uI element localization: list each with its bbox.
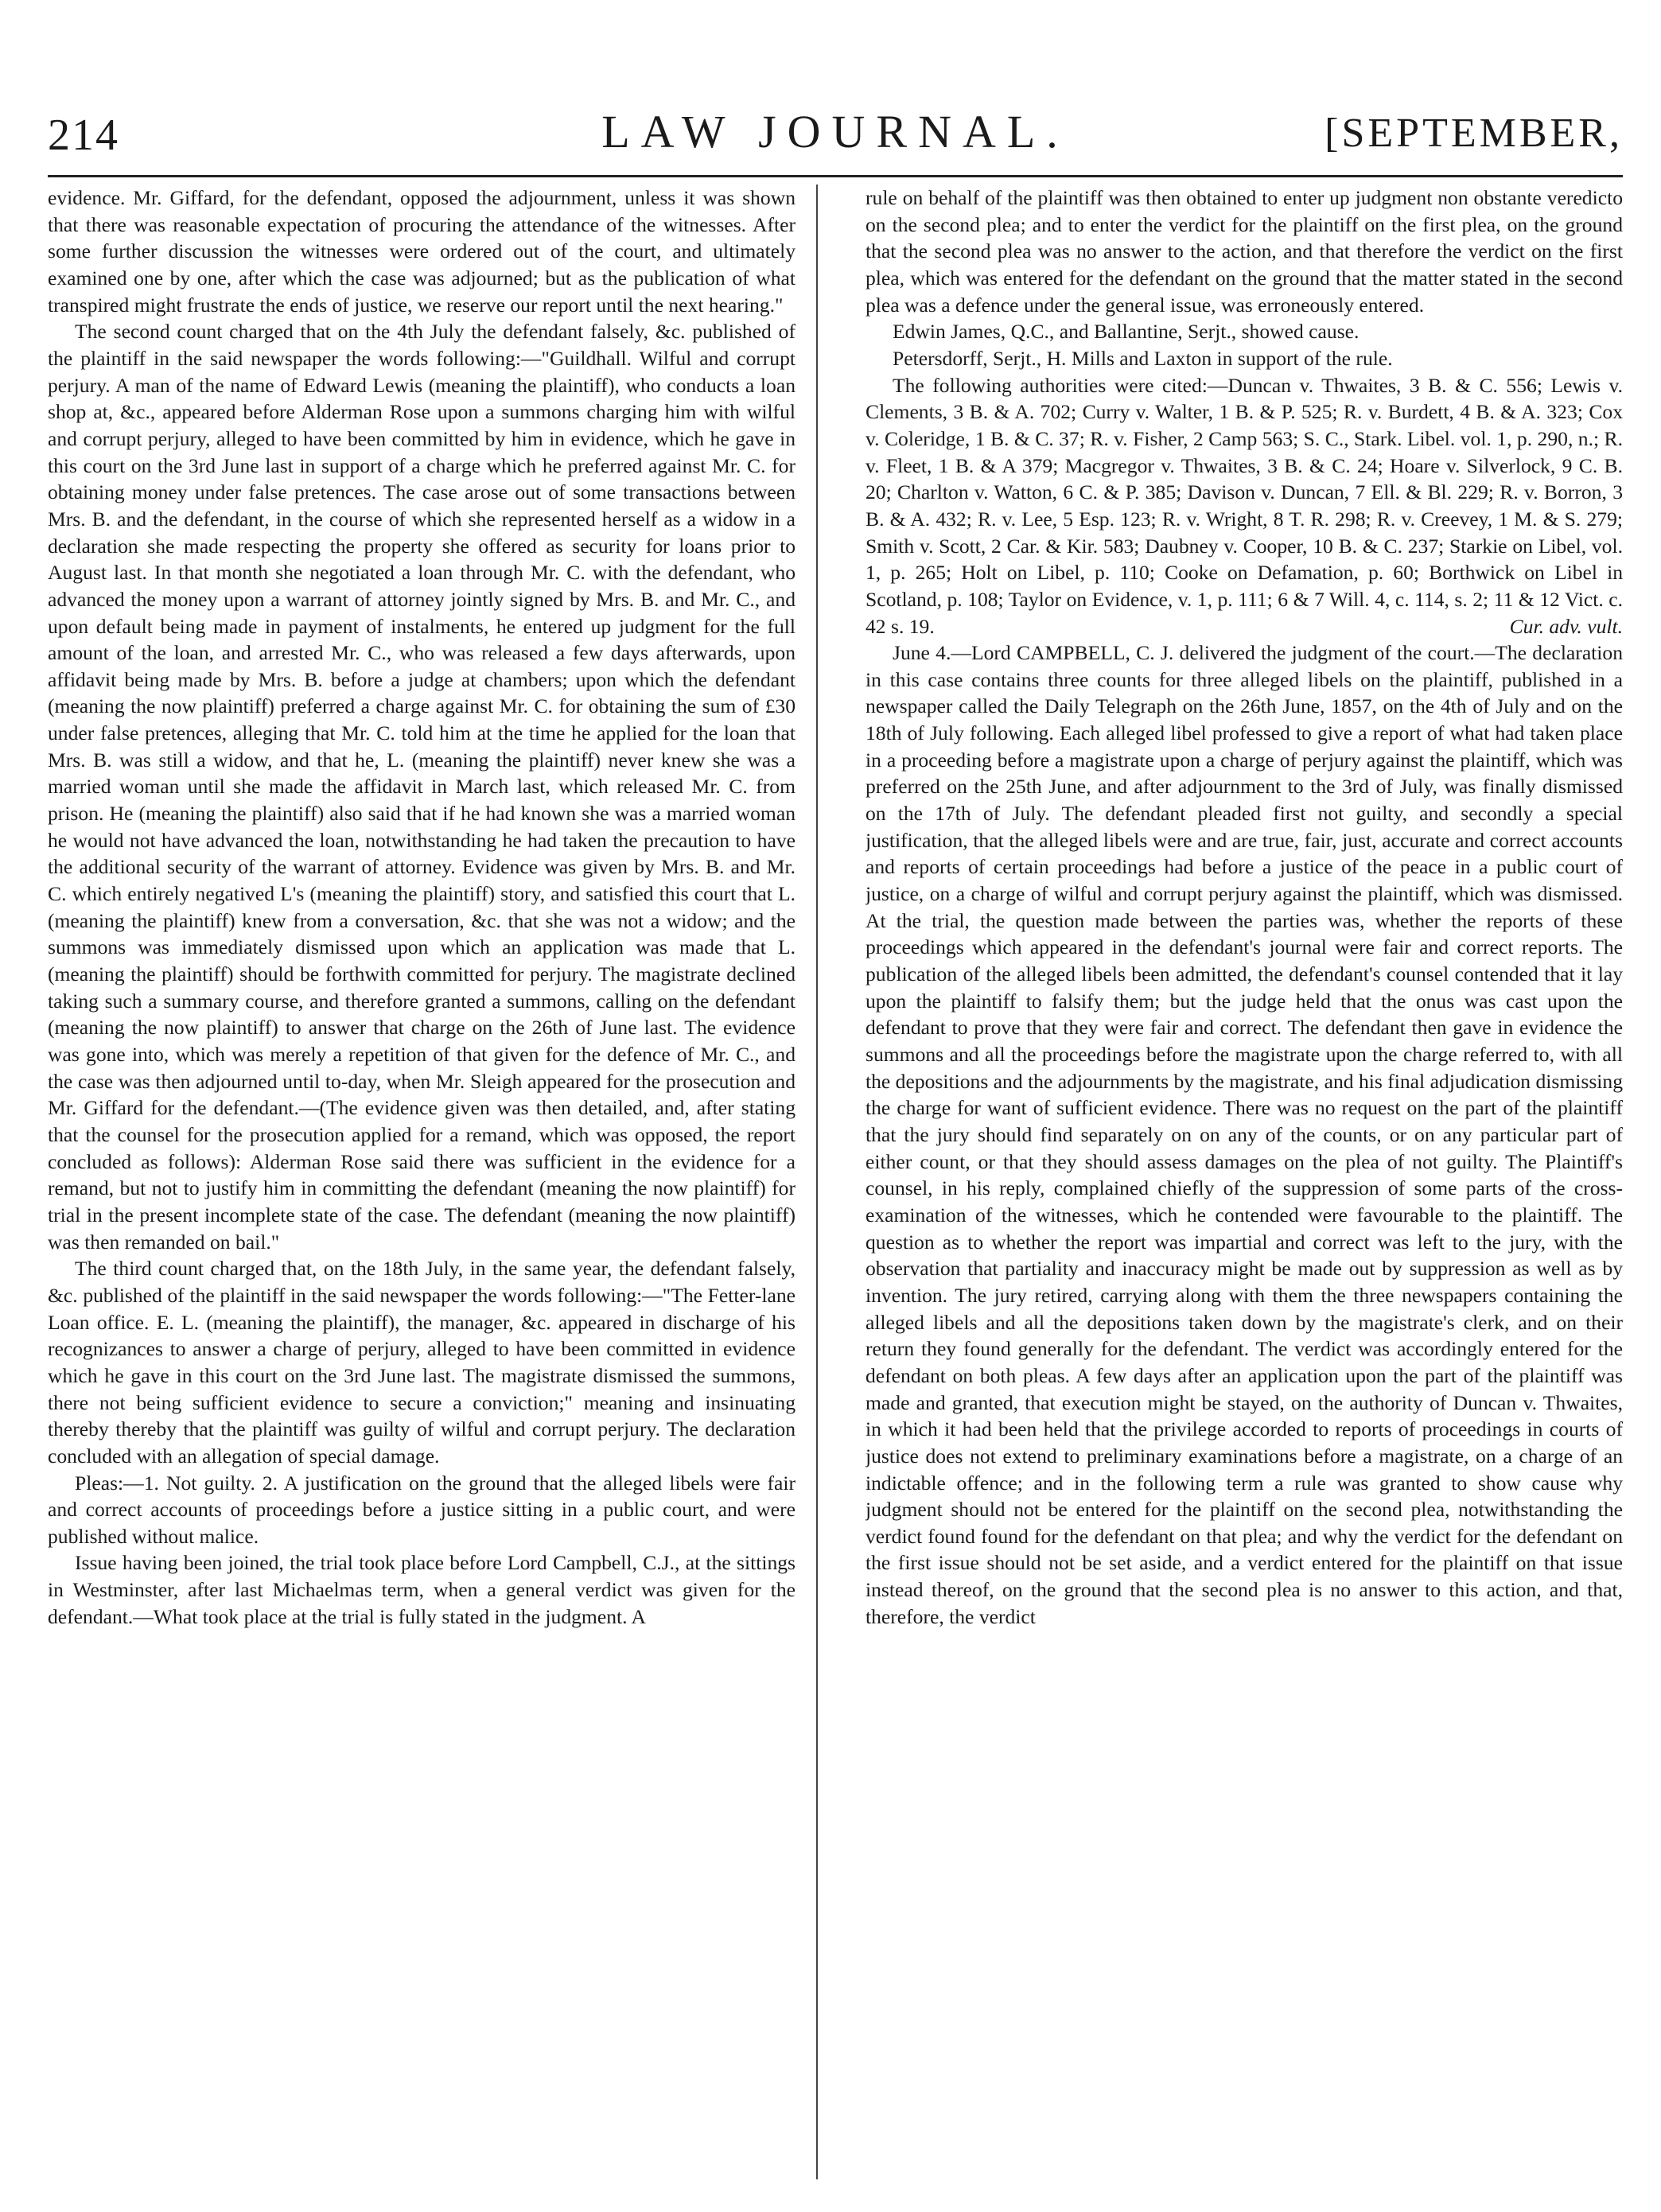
journal-title: LAW JOURNAL. xyxy=(601,106,1069,157)
paragraph: rule on behalf of the plaintiff was then obtained to enter up judgment non obstante veredicto on the second plea; and to enter the verdict for the plaintiff on the first plea, on the ground that the second plea was no answer to the action, and that therefore the verdict on the first plea, which was entered for the defendant on the ground that the matter stated in the second plea was a defence under the general issue, was erroneously entered. xyxy=(866,186,1623,317)
page-header xyxy=(48,102,1623,173)
paragraph: Issue having been joined, the trial took place before Lord Campbell, C.J., at the sittings in Westminster, after last Michaelmas term, when a general verdict was given for the defendant.—What took place at the trial is fully stated in the judgment. A xyxy=(48,1551,795,1628)
paragraph: The second count charged that on the 4th July the defendant falsely, &c. published of the plaintiff in the said newspaper the words following:—"Guildhall. Wilful and corrupt perjury. A man of the name of Edward Lewis (meaning the plaintiff), who conducts a loan shop at, &c., appeared before Alderman Rose upon a summons charging him with wilful and corrupt perjury, alleged to have been committed by him in evidence, which he gave in this court on the 3rd June last in support of a charge which he preferred against Mr. C. for obtaining money under false pretences. The case arose out of some transactions between Mrs. B. and the defendant, in the course of which she represented herself as a widow in a declaration she made respecting the property she offered as security for loans prior to August last. In that month she negotiated a loan through Mr. C. with the defendant, who advanced the money upon a warrant of attorney jointly signed by Mrs. B. and Mr. C., and upon default being made in payment of instalments, he entered up judgment for the full amount of the loan, and arrested Mr. C., who was released a few days afterwards, upon affidavit being made by Mrs. B. before a judge at chambers; upon which the defendant (meaning the now plaintiff) preferred a charge against Mr. C. for obtaining the sum of £30 under false pretences, alleging that Mr. C. told him at the time he applied for the loan that Mrs. B. was still a widow, and that he, L. (meaning the plaintiff) never knew she was a married woman until she made the affidavit in March last, which released Mr. C. from prison. He (meaning the plaintiff) also said that if he had known she was a married woman he would not have advanced the loan, notwithstanding he had taken the precaution to have the additional security of the warrant of attorney. Evidence was given by Mrs. B. and Mr. C. which entirely negatived L's (meaning the plaintiff) story, and satisfied this court that L. (meaning the plaintiff) knew from a conversation, &c. that she was not a widow; and the summons was immediately dismissed upon which an application was made that L. (meaning the plaintiff) should be forthwith committed for perjury. The magistrate declined taking such a summary course, and therefore granted a summons, calling on the defendant (meaning the now plaintiff) to answer that charge on the 26th of June last. The evidence was gone into, which was merely a repetition of that given for the defence of Mr. C., and the case was then adjourned until to-day, when Mr. Sleigh appeared for the prosecution and Mr. Giffard for the defendant.—(The evidence given was then detailed, and, after stating that the counsel for the prosecution applied for a remand, which was opposed, the report concluded as follows): Alderman Rose said there was sufficient in the evidence for a remand, but not to justify him in committing the defendant (meaning the now plaintiff) for trial in the present incomplete state of the case. The defendant (meaning the now plaintiff) was then remanded on bail." xyxy=(48,320,795,1254)
authorities-paragraph: The following authorities were cited:—Duncan v. Thwaites, 3 B. & C. 556; Lewis v. Clements, 3 B. & A. 702; Curry v. Walter, 1 B. & P. 525; R. v. Burdett, 4 B. & A. 323; Cox v. Coleridge, 1 B. & C. 37; R. v. Fisher, 2 Camp 563; S. C., Stark. Libel. vol. 1, p. 290, n.; R. v. Fleet, 1 B. & A 379; Macgregor v. Thwaites, 3 B. & C. 24; Hoare v. Silverlock, 9 C. B. 20; Charlton v. Watton, 6 C. & P. 385; Davison v. Duncan, 7 Ell. & Bl. 229; R. v. Borron, 3 B. & A. 432; R. v. Lee, 5 Esp. 123; R. v. Wright, 8 T. R. 298; R. v. Creevey, 1 M. & S. 279; Smith v. Scott, 2 Car. & Kir. 583; Daubney v. Cooper, 10 B. & C. 237; Starkie on Libel, vol. 1, p. 265; Holt on Libel, p. 110; Cooke on Defamation, p. 60; Borthwick on Libel in Scotland, p. 108; Taylor on Evidence, v. 1, p. 111; 6 & 7 Will. 4, c. 114, s. 2; 11 & 12 Vict. c. 42 s. 19. xyxy=(866,373,1623,638)
paragraph: June 4.—Lord CAMPBELL, C. J. delivered the judgment of the court.—The declaration in this case contains three counts for three alleged libels on the plaintiff, published in a newspaper called the Daily Telegraph on the 26th June, 1857, on the 4th of July and on the 18th of July following. Each alleged libel professed to give a report of what had taken place in a proceeding before a magistrate upon a charge of perjury against the plaintiff, which was preferred on the 25th June, and after adjournment to the 3rd of July, was finally dismissed on the 17th of July. The defendant pleaded first not guilty, and secondly a special justification, that the alleged libels were and are true, fair, just, accurate and correct accounts and reports of certain proceedings had before a justice of the peace in a public court of justice, on a charge of wilful and corrupt perjury against the plaintiff, which was dismissed. At the trial, the question made between the parties was, whether the reports of these proceedings which appeared in the defendant's journal were fair and correct reports. The publication of the alleged libels been admitted, the defendant's counsel contended that it lay upon the plaintiff to falsify them; but the judge held that the onus was cast upon the defendant to prove that they were fair and correct. The defendant then gave in evidence the summons and all the proceedings before the magistrate upon the charge referred to, with all the depositions and the adjournments by the magistrate, and his final adjudication dismissing the charge for want of sufficient evidence. There was no request on the part of the plaintiff that the jury should find separately on on any of the counts, or on any particular part of either count, or that they should assess damages on the plea of not guilty. The Plaintiff's counsel, in his reply, complained chiefly of the suppression of some parts of the cross-examination of the witnesses, which he contended were favourable to the plaintiff. The question as to whether the report was impartial and correct was left to the jury, with the observation that partiality and inaccuracy might be made out by suppression as well as by invention. The jury retired, carrying along with them the three newspapers containing the alleged libels and all the depositions taken down by the magistrate's clerk, and on their return they found generally for the defendant. The verdict was accordingly entered for the defendant on both pleas. A few days after an application upon the part of the plaintiff was made and granted, that execution might be stayed, on the authority of Duncan v. Thwaites, in which it had been held that the privilege accorded to reports of proceedings in courts of justice does not extend to preliminary examinations before a magistrate, on a charge of an indictable offence; and in the following term a rule was granted to show cause why judgment should not be entered for the plaintiff on the second plea, notwithstanding the verdict found found for the defendant on that plea; and why the verdict for the defendant on the first issue should not be set aside, and a verdict entered for the plaintiff on that issue instead thereof, on the ground that the second plea is no answer to this action, and that, therefore, the verdict xyxy=(866,641,1623,1628)
page-number: 214 xyxy=(48,111,119,160)
cur-adv-vult: Cur. adv. vult. xyxy=(1509,614,1623,638)
paragraph: The third count charged that, on the 18th July, in the same year, the defendant falsely, &c. published of the plaintiff in the said newspaper the words following:—"The Fetter-lane Loan office. E. L. (meaning the plaintiff), the manager, &c. appeared in discharge of his recognizances to answer a charge of perjury, alleged to have been committed in evidence which he gave in this court on the 3rd June last. The magistrate dismissed the summons, there not being sufficient evidence to secure a conviction;" meaning and insinuating thereby thereby that the plaintiff was guilty of wilful and corrupt perjury. The declaration concluded with an allegation of special damage. xyxy=(48,1257,795,1468)
paragraph: Edwin James, Q.C., and Ballantine, Serjt., showed cause. xyxy=(893,320,1360,344)
right-column xyxy=(866,185,1623,2179)
paragraph: evidence. Mr. Giffard, for the defendant, opposed the adjournment, unless it was shown that there was reasonable expectation of procuring the attendance of the witnesses. After some further discussion the witnesses were ordered out of the court, and ultimately examined one by one, after which the case was adjourned; but as the publication of what transpired might frustrate the ends of justice, we reserve our report until the next hearing." xyxy=(48,186,795,317)
running-head-month: [SEPTEMBER, xyxy=(1325,111,1623,156)
column-divider xyxy=(816,185,818,2179)
left-column xyxy=(48,185,795,2179)
paragraph: Pleas:—1. Not guilty. 2. A justification on the ground that the alleged libels were fair and correct accounts of proceedings before a justice sitting in a public court, and were published without malice. xyxy=(48,1471,795,1548)
header-rule xyxy=(48,175,1623,177)
paragraph: Petersdorff, Serjt., H. Mills and Laxton in support of the rule. xyxy=(893,346,1393,370)
